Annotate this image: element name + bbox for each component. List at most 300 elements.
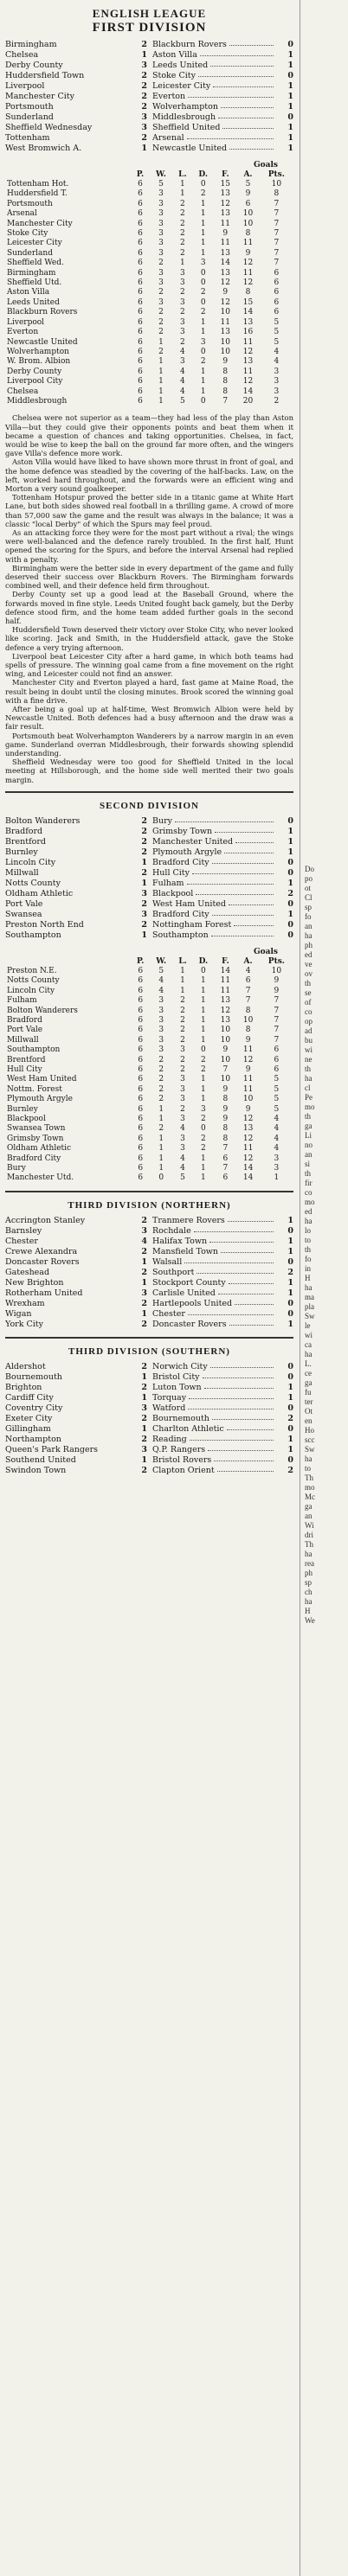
table-row xyxy=(5,189,293,199)
stat-cell: 0 xyxy=(200,297,206,307)
stat-cell: 6 xyxy=(274,268,280,278)
away-score: 0 xyxy=(287,1361,293,1371)
stat-cell: 1 xyxy=(180,966,185,975)
stat-cell: 3 xyxy=(179,328,185,337)
stat-cell: 6 xyxy=(274,1045,280,1055)
stat-cell: 6 xyxy=(138,1064,144,1074)
report-paragraph: Birmingham were the better side in every department of the game and fully deserved their success over Blackburn Rovers. The Birmingham forwards combined well, and their defence held firm throughout. xyxy=(5,563,293,591)
fragment-word: rea xyxy=(305,1559,314,1568)
stat-cell: 15 xyxy=(242,297,254,307)
stat-cell: 8 xyxy=(222,387,229,396)
stat-cell: 3 xyxy=(180,1084,185,1094)
result-row xyxy=(5,1237,293,1247)
stat-cell: 9 xyxy=(222,357,229,367)
stat-cell: 6 xyxy=(138,1084,144,1094)
away-team: Plymouth Argyle xyxy=(152,847,222,857)
stat-cell: 2 xyxy=(180,1026,185,1035)
stat-cell: 7 xyxy=(274,199,280,208)
fragment-word: le xyxy=(305,1321,311,1330)
away-score: 0 xyxy=(287,1256,293,1267)
leader-dots xyxy=(184,1262,274,1268)
table-row xyxy=(5,328,293,337)
stat-cell: 11 xyxy=(242,1075,254,1084)
home-team: Cardiff City xyxy=(5,1392,54,1403)
fragment-word: Wi xyxy=(305,1521,314,1530)
fragment-word: in xyxy=(305,1264,312,1273)
stat-cell: 1 xyxy=(201,996,206,1006)
table-row xyxy=(5,278,293,288)
fragment-word: se xyxy=(305,988,312,997)
home-score: 2 xyxy=(141,1267,147,1277)
result-row xyxy=(5,1466,293,1476)
away-score: 1 xyxy=(287,826,293,836)
match-report xyxy=(5,413,293,784)
stat-cell: 1 xyxy=(158,387,164,396)
stat-cell: 3 xyxy=(180,1095,185,1104)
away-score: 1 xyxy=(287,1434,293,1444)
fragment-word: fu xyxy=(305,1388,312,1397)
home-score: 1 xyxy=(141,1308,147,1319)
home-score: 1 xyxy=(141,50,147,60)
stat-cell: 6 xyxy=(245,199,251,208)
stat-cell: 10 xyxy=(220,1055,231,1064)
table-row xyxy=(5,200,293,209)
stat-cell: 11 xyxy=(220,986,231,995)
home-team: Millwall xyxy=(5,867,39,878)
team-name: Stoke City xyxy=(7,229,48,239)
stat-cell: 3 xyxy=(274,387,280,396)
away-score: 2 xyxy=(287,1465,293,1475)
stat-cell: 14 xyxy=(220,966,231,975)
stat-cell: 3 xyxy=(158,248,164,258)
stat-cell: 6 xyxy=(138,1026,144,1035)
team-name: Bury xyxy=(7,1164,26,1173)
stat-cell: 2 xyxy=(201,1144,206,1154)
away-team: Rochdale xyxy=(152,1225,191,1236)
table-row xyxy=(5,996,293,1006)
stat-cell: 14 xyxy=(220,259,230,268)
result-row xyxy=(5,1268,293,1278)
fragment-word: th xyxy=(305,1112,312,1121)
home-team: Coventry City xyxy=(5,1403,63,1413)
report-paragraph: Derby County set up a good lead at the Baseball Ground, where the forwards moved in fine style. Leeds United fought back gamely, but the Derby defence stood firm, and the home team added further goals in the second half. xyxy=(5,590,293,626)
stat-cell: 6 xyxy=(138,1006,144,1015)
stat-cell: 9 xyxy=(222,229,229,239)
stat-cell: 6 xyxy=(138,387,143,396)
result-row xyxy=(5,899,293,910)
result-row xyxy=(5,1372,293,1383)
stat-cell: 1 xyxy=(201,1164,206,1173)
fragment-word: of xyxy=(305,998,312,1007)
stat-cell: 1 xyxy=(201,1006,206,1015)
team-name: Derby County xyxy=(7,367,62,376)
stat-cell: 1 xyxy=(200,219,206,228)
stat-cell: 2 xyxy=(201,1064,206,1074)
home-score: 2 xyxy=(141,1319,147,1329)
home-score: 2 xyxy=(141,1361,147,1371)
stat-cell: 1 xyxy=(158,1114,164,1123)
col-header: F. xyxy=(221,170,229,179)
home-team: Preston North End xyxy=(5,919,84,930)
stat-cell: 3 xyxy=(158,1026,164,1035)
stat-cell: 2 xyxy=(158,1064,164,1074)
stat-cell: 5 xyxy=(274,337,280,347)
away-score: 0 xyxy=(287,112,293,122)
fragment-word: to xyxy=(305,1236,312,1244)
stat-cell: 1 xyxy=(201,1015,206,1025)
table-row xyxy=(5,298,293,308)
away-team: Bradford City xyxy=(152,857,209,867)
report-paragraph: Liverpool beat Leicester City after a hard game, in which both teams had spells of pressure. The winning goal came from a fine movement on the right wing, and Leicester could not find an answer. xyxy=(5,651,293,679)
stat-cell: 6 xyxy=(138,1075,144,1084)
away-score: 0 xyxy=(287,930,293,940)
stat-cell: 1 xyxy=(201,1095,206,1104)
home-score: 3 xyxy=(141,909,147,919)
table-row xyxy=(5,1085,293,1095)
fragment-word: ha xyxy=(305,1283,313,1292)
home-team: Barnsley xyxy=(5,1225,42,1236)
stat-cell: 7 xyxy=(274,1006,280,1015)
table-header-row xyxy=(5,170,293,180)
away-team: Tranmere Rovers xyxy=(152,1215,225,1225)
away-team: Reading xyxy=(152,1434,187,1444)
home-team: Queen's Park Rangers xyxy=(5,1444,98,1454)
stat-cell: 5 xyxy=(274,1075,280,1084)
stat-cell: 2 xyxy=(179,219,185,228)
stat-cell: 20 xyxy=(242,396,254,406)
leader-dots xyxy=(221,1252,274,1257)
result-row xyxy=(5,910,293,920)
away-score: 0 xyxy=(287,898,293,909)
stat-cell: 1 xyxy=(200,367,206,376)
team-name: Newcastle United xyxy=(7,337,78,347)
away-score: 2 xyxy=(287,1267,293,1277)
result-row xyxy=(5,1257,293,1268)
table-row xyxy=(5,377,293,387)
away-team: Newcastle United xyxy=(152,144,228,153)
away-team: Nottingham Forest xyxy=(152,919,232,930)
away-team: Q.P. Rangers xyxy=(152,1444,206,1454)
leader-dots xyxy=(221,107,274,112)
fragment-word: wi xyxy=(305,1331,313,1339)
stat-cell: 4 xyxy=(274,1134,280,1143)
stat-cell: 1 xyxy=(201,1084,206,1094)
stat-cell: 3 xyxy=(180,1144,185,1154)
third-south-results xyxy=(5,1362,293,1476)
stat-cell: 11 xyxy=(220,219,230,228)
report-paragraph: Manchester City and Everton played a hard, fast game at Maine Road, the result being in doubt until the closing minutes. Brook scored the winning goal with a fine drive. xyxy=(5,678,293,705)
stat-cell: 2 xyxy=(180,1006,185,1015)
table-row xyxy=(5,1095,293,1104)
stat-cell: 2 xyxy=(180,996,185,1006)
leader-dots xyxy=(229,1283,274,1288)
fragment-word: H xyxy=(305,1607,311,1615)
away-team: Aston Villa xyxy=(152,50,197,60)
stat-cell: 1 xyxy=(274,1173,280,1183)
away-score: 0 xyxy=(287,71,293,80)
leader-dots xyxy=(235,842,274,847)
stat-cell: 5 xyxy=(245,180,251,189)
stat-cell: 1 xyxy=(200,239,206,248)
home-team: Oldham Athletic xyxy=(5,888,74,898)
team-name: Sunderland xyxy=(7,248,53,258)
home-team: Wigan xyxy=(5,1308,32,1319)
stat-cell: 2 xyxy=(180,1035,185,1045)
adjacent-column-fragment xyxy=(305,0,348,2576)
home-team: Crewe Alexandra xyxy=(5,1246,78,1256)
leader-dots xyxy=(227,1429,274,1435)
stat-cell: 2 xyxy=(179,308,185,317)
leader-dots xyxy=(204,1388,274,1393)
stat-cell: 0 xyxy=(200,396,206,406)
stat-cell: 0 xyxy=(201,1045,206,1055)
stat-cell: 4 xyxy=(180,1124,185,1134)
fragment-word: ha xyxy=(305,1350,313,1358)
stat-cell: 6 xyxy=(138,1104,144,1114)
stat-cell: 0 xyxy=(158,1173,164,1183)
result-row xyxy=(5,1414,293,1424)
stat-cell: 9 xyxy=(222,1084,229,1094)
table-row xyxy=(5,1016,293,1026)
stat-cell: 4 xyxy=(158,976,164,986)
stat-cell: 3 xyxy=(274,367,280,376)
stat-cell: 12 xyxy=(242,1134,254,1143)
result-row xyxy=(5,1320,293,1330)
stat-cell: 7 xyxy=(274,259,280,268)
team-name: Arsenal xyxy=(7,209,37,219)
away-score: 1 xyxy=(287,81,293,91)
leader-dots xyxy=(212,863,274,868)
leader-dots xyxy=(211,936,274,941)
leader-dots xyxy=(222,128,274,133)
col-header: D. xyxy=(198,956,209,966)
table-row xyxy=(5,259,293,268)
stat-cell: 4 xyxy=(179,347,185,356)
stat-cell: 6 xyxy=(138,328,143,337)
stat-cell: 4 xyxy=(274,1144,280,1154)
stat-cell: 1 xyxy=(200,248,206,258)
stat-cell: 12 xyxy=(220,199,230,208)
stat-cell: 6 xyxy=(138,1173,144,1183)
stat-cell: 3 xyxy=(158,996,164,1006)
stat-cell: 7 xyxy=(222,396,229,406)
stat-cell: 1 xyxy=(201,1075,206,1084)
leader-dots xyxy=(200,55,274,61)
leader-dots xyxy=(209,1242,274,1247)
stat-cell: 8 xyxy=(222,377,229,387)
home-team: Exeter City xyxy=(5,1413,53,1423)
home-score: 2 xyxy=(141,133,147,143)
stat-cell: 6 xyxy=(138,1015,144,1025)
stat-cell: 0 xyxy=(200,268,206,278)
fragment-word: wi xyxy=(305,1045,313,1054)
stat-cell: 10 xyxy=(242,1015,254,1025)
stat-cell: 2 xyxy=(200,189,206,199)
stat-cell: 9 xyxy=(245,1035,251,1045)
away-team: Blackburn Rovers xyxy=(152,40,227,49)
away-score: 1 xyxy=(287,92,293,101)
stat-cell: 9 xyxy=(222,288,229,297)
stat-cell: 6 xyxy=(138,1164,144,1173)
result-row xyxy=(5,50,293,61)
stat-cell: 7 xyxy=(222,1064,229,1074)
leader-dots xyxy=(229,45,274,50)
stat-cell: 6 xyxy=(274,1064,280,1074)
stat-cell: 6 xyxy=(138,996,144,1006)
team-name: Sheffield Wed. xyxy=(7,259,64,268)
stat-cell: 1 xyxy=(158,367,164,376)
away-team: Clapton Orient xyxy=(152,1465,215,1475)
stat-cell: 8 xyxy=(222,1124,229,1134)
away-score: 0 xyxy=(287,1371,293,1382)
stat-cell: 10 xyxy=(220,347,230,356)
stat-cell: 0 xyxy=(200,180,206,189)
away-score: 1 xyxy=(287,61,293,70)
team-name: Birmingham xyxy=(7,268,56,278)
away-score: 1 xyxy=(287,123,293,132)
second-division-heading: SECOND DIVISION xyxy=(100,800,199,811)
stat-cell: 12 xyxy=(242,347,254,356)
stat-cell: 2 xyxy=(200,357,206,367)
stat-cell: 13 xyxy=(220,996,231,1006)
stat-cell: 6 xyxy=(138,1045,144,1055)
stat-cell: 12 xyxy=(242,1154,254,1163)
away-score: 1 xyxy=(287,1392,293,1403)
result-row xyxy=(5,61,293,71)
fragment-word: fir xyxy=(305,1179,313,1187)
away-score: 0 xyxy=(287,857,293,867)
table-row xyxy=(5,976,293,986)
stat-cell: 6 xyxy=(138,377,143,387)
fragment-word: th xyxy=(305,1169,312,1178)
col-header: P. xyxy=(137,956,145,966)
away-score: 1 xyxy=(287,144,293,153)
home-team: Aldershot xyxy=(5,1361,46,1371)
fragment-word: ha xyxy=(305,1454,313,1463)
leader-dots xyxy=(234,925,274,930)
stat-cell: 1 xyxy=(200,209,206,219)
team-name: W. Brom. Albion xyxy=(7,357,71,367)
team-name: Plymouth Argyle xyxy=(7,1095,73,1104)
stat-cell: 9 xyxy=(245,1104,251,1114)
away-team: Southport xyxy=(152,1267,195,1277)
away-team: Hartlepools United xyxy=(152,1298,233,1308)
stat-cell: 2 xyxy=(179,239,185,248)
fragment-word: Cl xyxy=(305,893,313,902)
team-name: Lincoln City xyxy=(7,986,55,995)
stat-cell: 2 xyxy=(200,288,206,297)
away-score: 0 xyxy=(287,1308,293,1319)
stat-cell: 8 xyxy=(245,288,251,297)
team-name: Blackpool xyxy=(7,1114,46,1123)
stat-cell: 6 xyxy=(138,317,143,327)
home-score: 1 xyxy=(141,1392,147,1403)
fragment-word: bu xyxy=(305,1036,313,1045)
stat-cell: 0 xyxy=(201,1124,206,1134)
fragment-word: mo xyxy=(305,1198,315,1206)
result-row xyxy=(5,1278,293,1288)
stat-cell: 14 xyxy=(242,1173,254,1183)
stat-cell: 1 xyxy=(200,387,206,396)
fragment-word: Pe xyxy=(305,1093,313,1102)
report-paragraph: Tottenham Hotspur proved the better side in a titanic game at White Hart Lane, but both sides showed real football in a thrilling game. A crowd of more than 57,000 saw the game and the result was always in the balance; it was a classic "local Derby" of which the Spurs may feel proud. xyxy=(5,493,293,528)
team-name: Burnley xyxy=(7,1104,38,1114)
away-team: West Ham United xyxy=(152,898,226,909)
fragment-word: co xyxy=(305,1188,313,1197)
away-score: 1 xyxy=(287,909,293,919)
fragment-word: mo xyxy=(305,1103,315,1111)
fragment-word: ph xyxy=(305,941,313,949)
stat-cell: 8 xyxy=(222,1134,229,1143)
result-row xyxy=(5,920,293,930)
fragment-word: en xyxy=(305,1416,313,1425)
team-name: Liverpool xyxy=(7,317,45,327)
stat-cell: 2 xyxy=(158,288,164,297)
fragment-word: an xyxy=(305,1150,313,1159)
stat-cell: 3 xyxy=(158,297,164,307)
result-row xyxy=(5,837,293,847)
home-team: Tottenham xyxy=(5,133,50,143)
away-team: Manchester United xyxy=(152,836,234,847)
stat-cell: 1 xyxy=(179,180,185,189)
team-name: Liverpool City xyxy=(7,377,63,387)
table-row xyxy=(5,987,293,996)
stat-cell: 9 xyxy=(245,1064,251,1074)
table-row xyxy=(5,357,293,367)
stat-cell: 8 xyxy=(222,367,229,376)
table-row xyxy=(5,209,293,219)
stat-cell: 1 xyxy=(200,229,206,239)
col-header: Pts. xyxy=(267,170,285,179)
stat-cell: 10 xyxy=(271,966,282,975)
stat-cell: 1 xyxy=(158,1154,164,1163)
fragment-word: Mc xyxy=(305,1493,315,1501)
stat-cell: 5 xyxy=(274,328,280,337)
home-team: Huddersfield Town xyxy=(5,71,85,80)
team-col-header xyxy=(5,957,132,967)
stat-cell: 13 xyxy=(242,317,254,327)
home-team: Manchester City xyxy=(5,92,74,101)
stat-cell: 3 xyxy=(180,1075,185,1084)
stat-cell: 6 xyxy=(274,288,280,297)
stat-cell: 3 xyxy=(274,1154,280,1163)
fragment-word: Th xyxy=(305,1473,313,1482)
stat-cell: 1 xyxy=(158,377,164,387)
team-name: Brentford xyxy=(7,1055,46,1064)
home-score: 3 xyxy=(141,1225,147,1236)
stat-cell: 12 xyxy=(220,1006,231,1015)
stat-cell: 1 xyxy=(200,199,206,208)
home-team: Chelsea xyxy=(5,50,39,60)
team-name: Swansea Town xyxy=(7,1124,66,1134)
result-row xyxy=(5,879,293,889)
report-paragraph: As an attacking force they were for the most part without a rival; the wings were well-balanced and the defence rarely troubled. In the first half, Hunt opened the scoring for the Spurs, and before the interval Arsenal had replied with a penalty. xyxy=(5,527,293,564)
stat-cell: 6 xyxy=(138,288,143,297)
stat-cell: 6 xyxy=(138,1134,144,1143)
leader-dots xyxy=(187,884,274,889)
fragment-word: ch xyxy=(305,1588,313,1596)
stat-cell: 6 xyxy=(138,229,143,239)
fragment-word: ed xyxy=(305,1207,313,1216)
leader-dots xyxy=(192,873,274,879)
away-team: Torquay xyxy=(152,1392,187,1403)
away-score: 1 xyxy=(287,1236,293,1246)
first-division-table xyxy=(5,170,293,406)
col-header: L. xyxy=(178,956,187,966)
result-row xyxy=(5,816,293,827)
stat-cell: 13 xyxy=(242,1124,254,1134)
away-team: Leeds United xyxy=(152,61,209,70)
